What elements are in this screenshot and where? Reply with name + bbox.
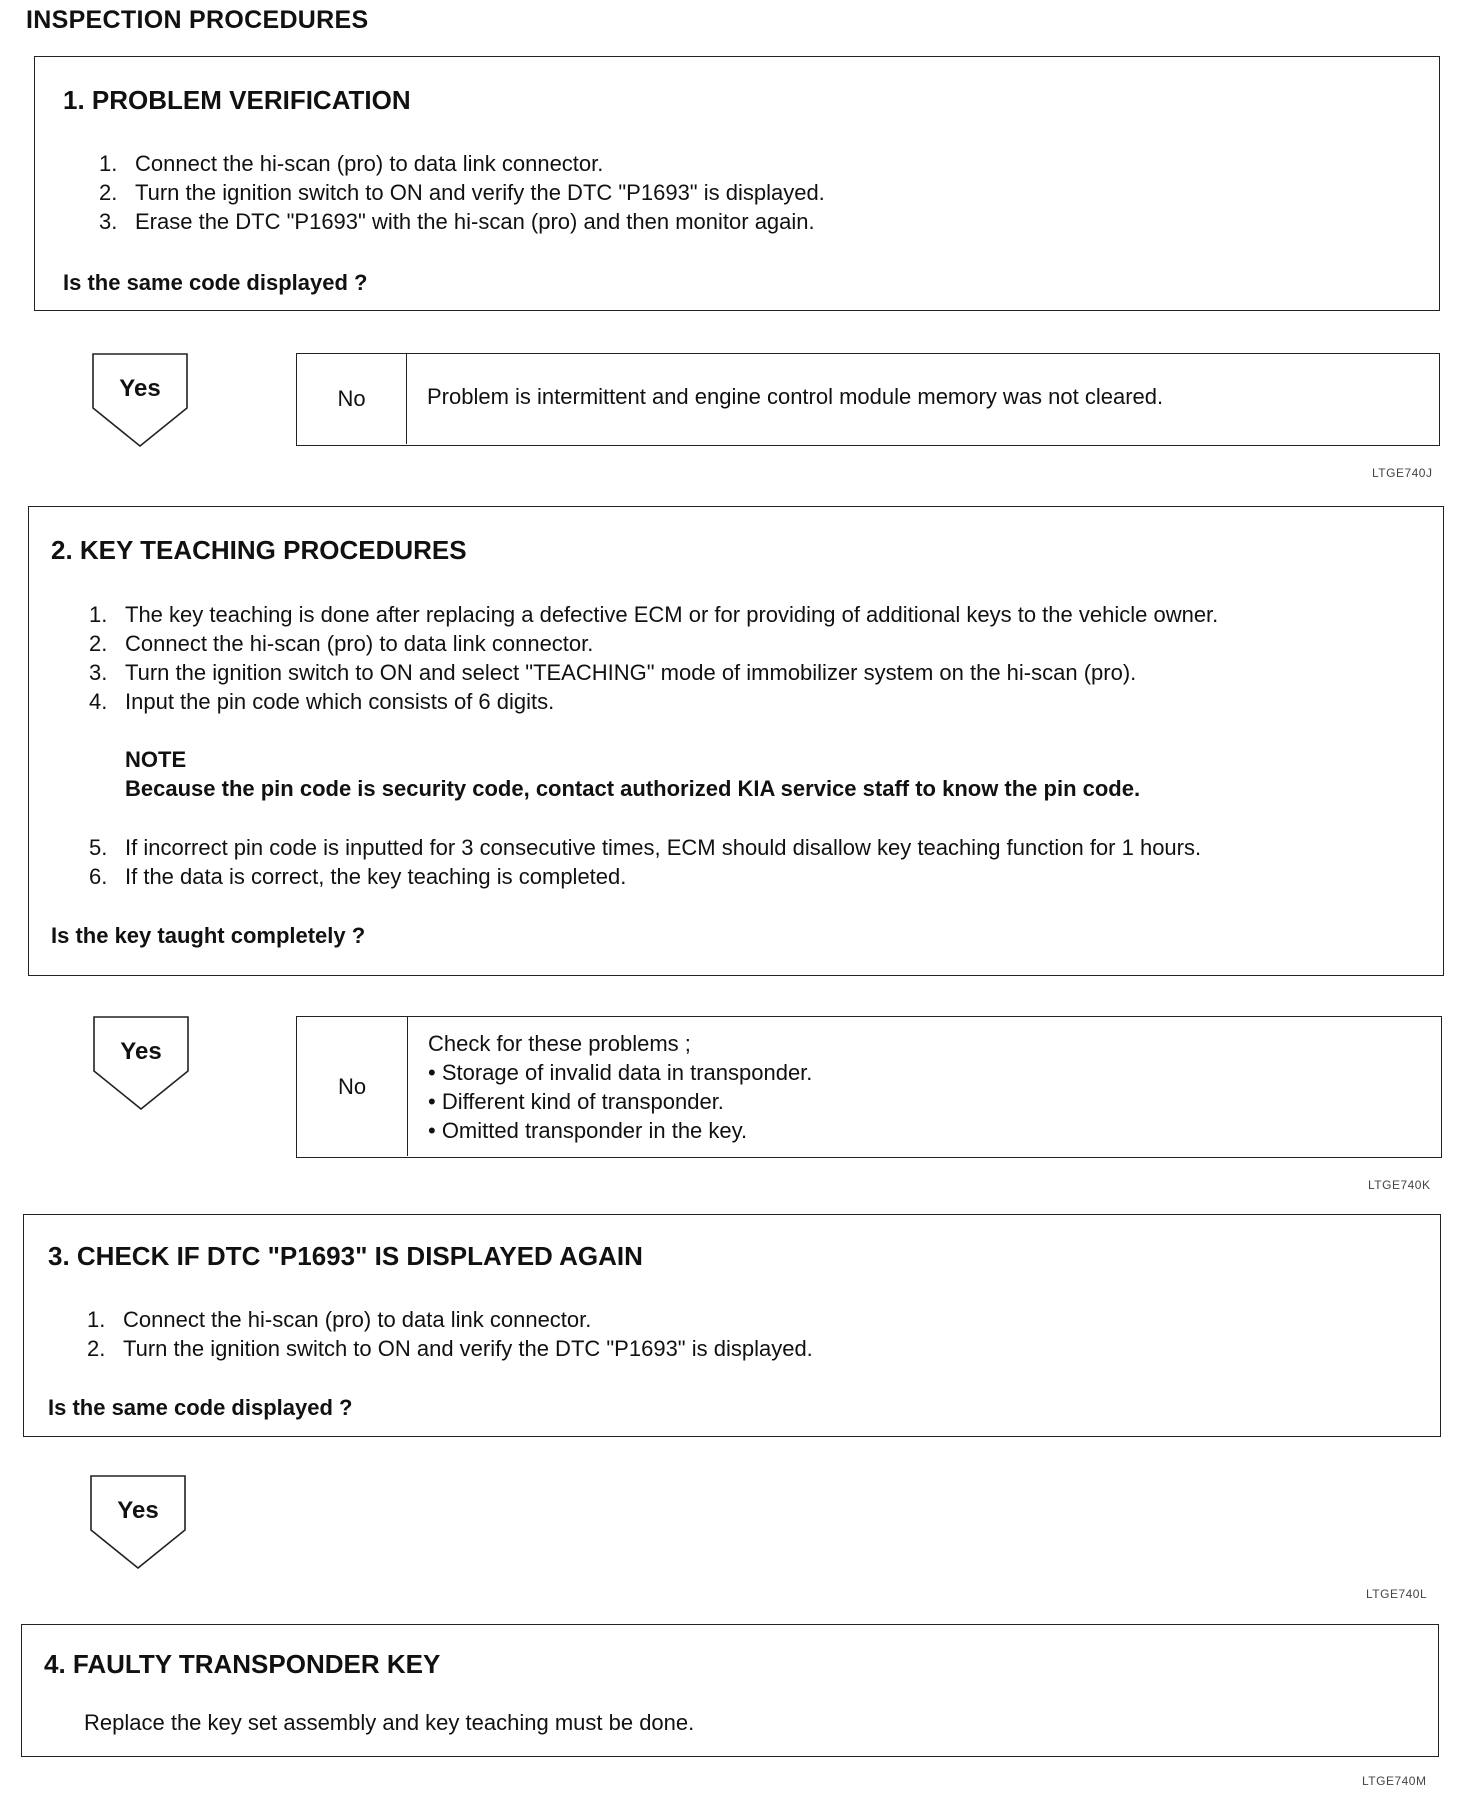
step-number: 3.: [89, 660, 108, 685]
section-1-step-1: [99, 151, 603, 177]
no-label: No: [297, 354, 407, 444]
section-3-step-1: [87, 1307, 591, 1333]
page-title: INSPECTION PROCEDURES: [26, 6, 369, 34]
step-text: Erase the DTC "P1693" with the hi-scan (pro) and then monitor again.: [135, 209, 815, 234]
section-3-box: [23, 1214, 1441, 1437]
no-result-line: • Storage of invalid data in transponder.: [428, 1060, 813, 1085]
step-number: 1.: [99, 151, 118, 176]
step-text: Turn the ignition switch to ON and verify the DTC "P1693" is displayed.: [123, 1336, 813, 1361]
no-result-line: • Different kind of transponder.: [428, 1089, 724, 1114]
note-text: Because the pin code is security code, contact authorized KIA service staff to know the pin code.: [125, 776, 1141, 801]
step-number: 1.: [87, 1307, 106, 1332]
section-2-step-2: [89, 631, 593, 657]
step-number: 5.: [89, 835, 108, 860]
step-text: Connect the hi-scan (pro) to data link connector.: [123, 1307, 592, 1332]
step-number: 6.: [89, 864, 108, 889]
figure-code: LTGE740J: [1372, 466, 1433, 480]
step-text: If incorrect pin code is inputted for 3 consecutive times, ECM should disallow key teaching function for 1 hours.: [125, 835, 1202, 860]
section-1-title: 1. PROBLEM VERIFICATION: [63, 85, 411, 115]
section-2-step-5: [89, 835, 1201, 861]
note-label: NOTE: [125, 747, 187, 772]
section-1-question: Is the same code displayed ?: [63, 270, 368, 295]
section-3-step-2: [87, 1336, 813, 1362]
section-2-no-box: [296, 1016, 1442, 1158]
step-number: 2.: [99, 180, 118, 205]
section-3-title: 3. CHECK IF DTC "P1693" IS DISPLAYED AGAIN: [48, 1241, 643, 1271]
step-text: Connect the hi-scan (pro) to data link connector.: [125, 631, 594, 656]
no-label: No: [297, 1017, 408, 1156]
section-2-title: 2. KEY TEACHING PROCEDURES: [51, 535, 467, 565]
section-4-title: 4. FAULTY TRANSPONDER KEY: [44, 1649, 441, 1679]
figure-code: LTGE740M: [1362, 1774, 1427, 1788]
section-2-question: Is the key taught completely ?: [51, 923, 366, 948]
section-2-step-6: [89, 864, 626, 890]
step-text: Turn the ignition switch to ON and verify the DTC "P1693" is displayed.: [135, 180, 825, 205]
step-number: 2.: [87, 1336, 106, 1361]
step-text: Input the pin code which consists of 6 digits.: [125, 689, 555, 714]
step-number: 2.: [89, 631, 108, 656]
step-text: If the data is correct, the key teaching is completed.: [125, 864, 627, 889]
yes-label: Yes: [119, 375, 161, 402]
yes-label: Yes: [117, 1497, 159, 1524]
section-1-step-2: [99, 180, 825, 206]
section-3-question: Is the same code displayed ?: [48, 1395, 353, 1420]
step-text: Connect the hi-scan (pro) to data link connector.: [135, 151, 604, 176]
section-1-step-3: [99, 209, 815, 235]
section-1-no-box: [296, 353, 1440, 446]
figure-code: LTGE740K: [1368, 1178, 1431, 1192]
step-number: 4.: [89, 689, 108, 714]
section-4-text: Replace the key set assembly and key teaching must be done.: [84, 1710, 695, 1735]
section-4-box: [21, 1624, 1439, 1757]
step-text: The key teaching is done after replacing a defective ECM or for providing of additional keys to the vehicle owner.: [125, 602, 1219, 627]
step-number: 3.: [99, 209, 118, 234]
step-text: Turn the ignition switch to ON and select "TEACHING" mode of immobilizer system on the hi-scan (pro).: [125, 660, 1137, 685]
section-2-step-3: [89, 660, 1136, 686]
section-2-step-1: [89, 602, 1218, 628]
no-result-text: Problem is intermittent and engine control module memory was not cleared.: [427, 384, 1164, 409]
figure-code: LTGE740L: [1366, 1587, 1428, 1601]
yes-label: Yes: [120, 1038, 162, 1065]
section-1-box: [34, 56, 1440, 311]
no-result-line: • Omitted transponder in the key.: [428, 1118, 748, 1143]
no-result-line: Check for these problems ;: [428, 1031, 691, 1056]
no-result-list: [428, 1031, 812, 1147]
step-number: 1.: [89, 602, 108, 627]
section-2-step-4: [89, 689, 554, 715]
section-2-box: [28, 506, 1444, 976]
